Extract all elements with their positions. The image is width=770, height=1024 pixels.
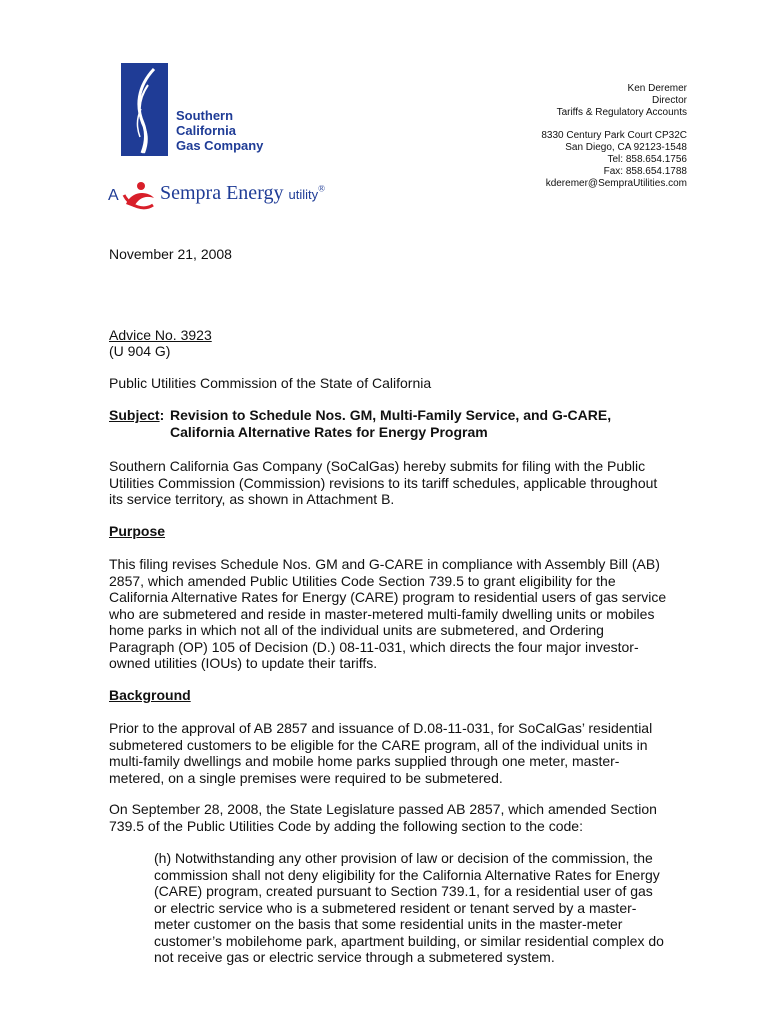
sender-address-line2: San Diego, CA 92123-1548	[565, 142, 687, 153]
purpose-line-2: 2857, which amended Public Utilities Code Section 739.5 to grant eligibility for the	[109, 572, 616, 589]
advice-utility-id: (U 904 G)	[109, 343, 171, 359]
purpose-heading: Purpose	[109, 523, 166, 539]
purpose-line-6: Paragraph (OP) 105 of Decision (D.) 08-11-031, which directs the four major investor-	[109, 638, 639, 655]
sempra-suffix: utility	[288, 187, 319, 202]
letter-date: November 21, 2008	[109, 246, 232, 262]
quote-line-7: not receive gas or electric service through a submetered system.	[154, 949, 555, 965]
advice-number: Advice No. 3923	[109, 327, 212, 343]
flame-icon	[121, 63, 168, 156]
quote-line-4: or electric service who is a submetered resident or tenant served by a master-	[154, 899, 637, 916]
registered-mark: ®	[318, 183, 325, 194]
sempra-logo-text	[160, 182, 325, 205]
purpose-line-4: who are submetered and reside in master-metered multi-family dwelling units or mobiles	[109, 605, 655, 622]
subject-colon: :	[159, 407, 165, 423]
background-heading: Background	[109, 687, 191, 703]
quote-line-5: meter customer on the basis that some residential units in the master-meter	[154, 916, 623, 932]
quote-line-2: commission shall not deny eligibility for the California Alternative Rates for Energy	[154, 866, 660, 883]
sender-title: Director	[651, 95, 687, 106]
company-logo-mark	[121, 63, 168, 156]
sender-fax: Fax: 858.654.1788	[603, 166, 687, 177]
background-para2-line-1: On September 28, 2008, the State Legislature passed AB 2857, which amended Section	[109, 801, 657, 817]
sempra-swirl-icon	[120, 177, 158, 215]
sempra-prefix: A	[108, 187, 119, 204]
purpose-line-3: California Alternative Rates for Energy (CARE) program to residential users of gas service	[109, 589, 667, 605]
purpose-line-7: owned utilities (IOUs) to update their tariffs.	[109, 655, 378, 671]
background-para1-line-3: multi-family dwellings and mobile home parks supplied through one meter, master-	[109, 753, 620, 769]
intro-line-3: its service territory, as shown in Attachment B.	[109, 491, 395, 507]
subject-line-2: California Alternative Rates for Energy Program	[170, 424, 488, 440]
sender-address-line1: 8330 Century Park Court CP32C	[541, 130, 687, 141]
subject-label-text: Subject	[109, 407, 160, 423]
intro-line-1: Southern California Gas Company (SoCalGas) hereby submits for filing with the Public	[109, 458, 646, 474]
brand-line-california: California	[176, 123, 236, 138]
background-para1-line-2: submetered customers to be eligible for the CARE program, all of the individual units in	[109, 736, 648, 753]
sempra-name: Sempra Energy	[160, 182, 284, 204]
background-para1-line-4: metered, on a single premises were required to be submetered.	[109, 769, 503, 786]
purpose-line-5: home parks in which not all of the individual units are submetered, and Ordering	[109, 622, 604, 638]
brand-line-southern: Southern	[176, 108, 234, 123]
sender-email: kderemer@SempraUtilities.com	[545, 178, 687, 189]
recipient: Public Utilities Commission of the State of California	[109, 375, 432, 391]
background-para1-line-1: Prior to the approval of AB 2857 and issuance of D.08-11-031, for SoCalGas’ residential	[109, 720, 653, 736]
purpose-line-1: This filing revises Schedule Nos. GM and G-CARE in compliance with Assembly Bill (AB)	[109, 556, 660, 572]
subject-label	[109, 407, 164, 424]
quote-line-6: customer’s mobilehome park, apartment building, or similar residential complex do	[154, 932, 664, 949]
quote-line-3: (CARE) program, created pursuant to Section 739.1, for a residential user of gas	[154, 883, 653, 899]
sender-name: Ken Deremer	[627, 83, 687, 94]
quote-line-1: (h) Notwithstanding any other provision of law or decision of the commission, the	[154, 850, 653, 866]
sender-department: Tariffs & Regulatory Accounts	[556, 107, 687, 118]
subject-line-1: Revision to Schedule Nos. GM, Multi-Family Service, and G-CARE,	[170, 407, 612, 423]
sender-tel: Tel: 858.654.1756	[607, 154, 687, 165]
intro-line-2: Utilities Commission (Commission) revisions to its tariff schedules, applicable throughout	[109, 474, 658, 491]
brand-line-gas-company: Gas Company	[176, 138, 264, 153]
background-para2-line-2: 739.5 of the Public Utilities Code by adding the following section to the code:	[109, 817, 583, 834]
